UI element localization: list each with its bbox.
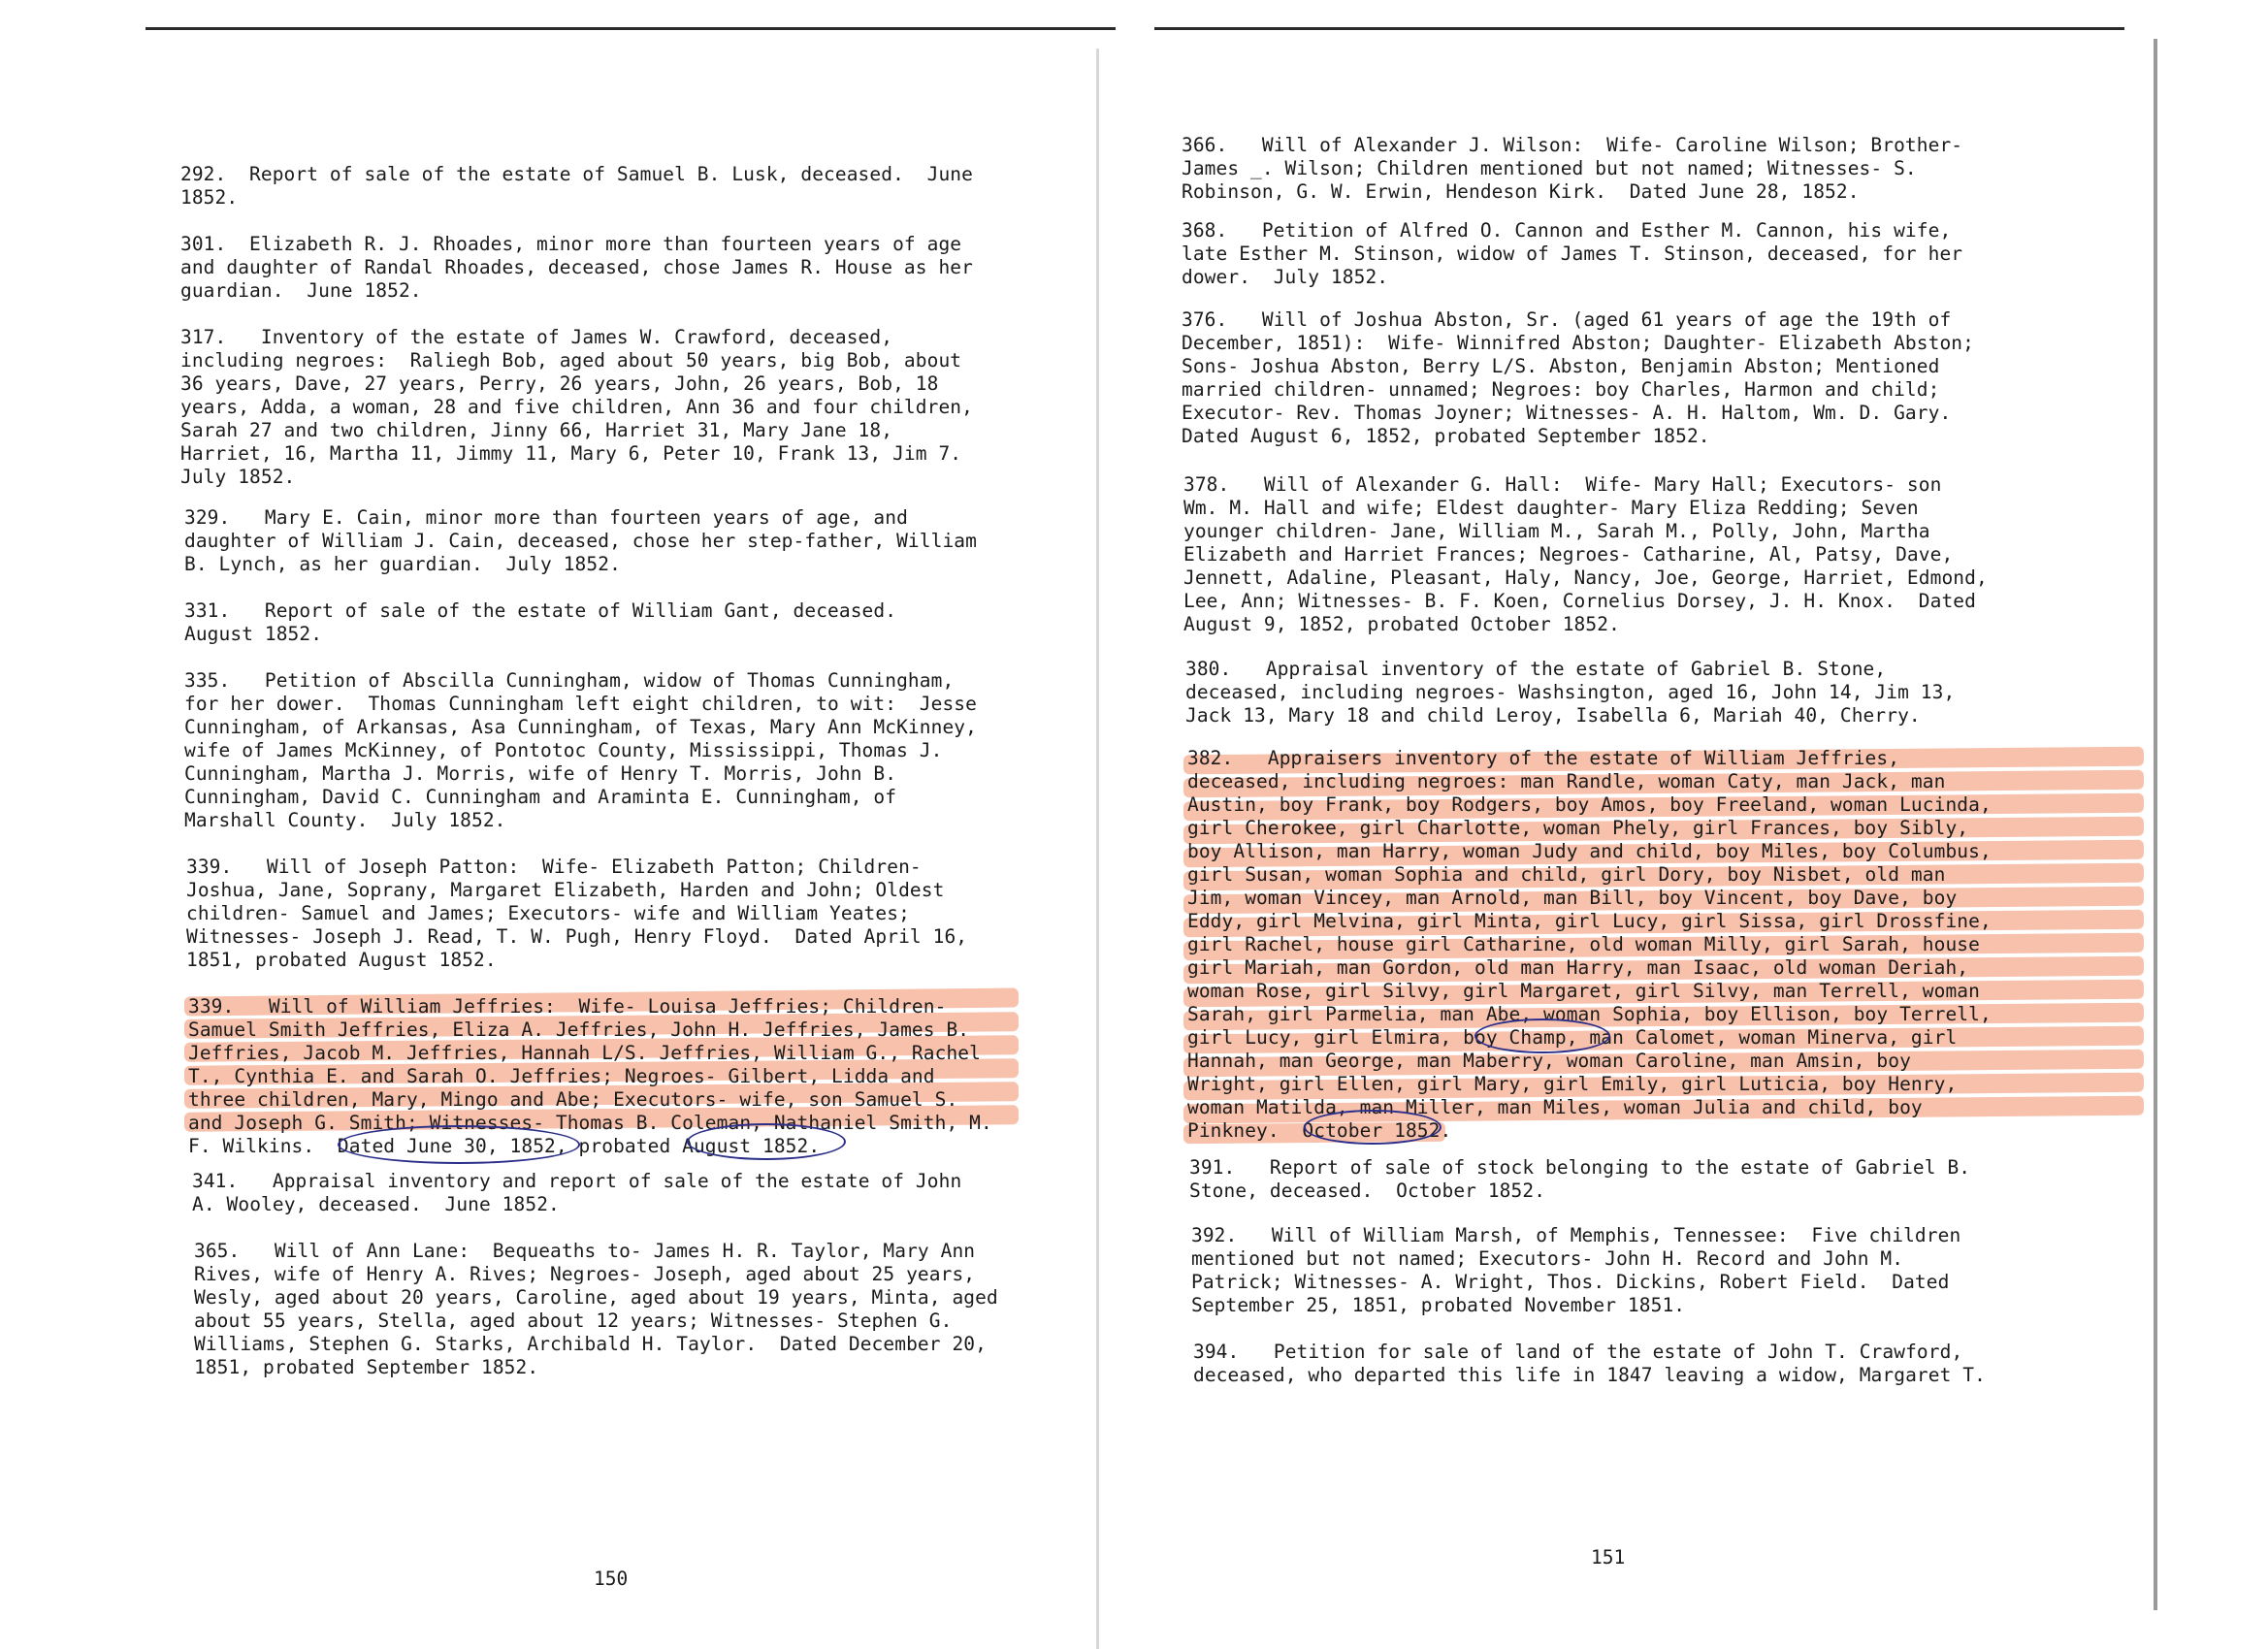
entry-391: 391. Report of sale of stock belonging to the estate of Gabriel B. Stone, deceased. October 1852. <box>1189 1156 1971 1202</box>
entry-376: 376. Will of Joshua Abston, Sr. (aged 61 years of age the 19th of December, 1851): Wife- Winnifred Abston; Daughter- Elizabeth Abston; Sons- Joshua Abston, Berry L/S. Abston, Benjamin Abston; Mentioned married children- unnamed; Negroes: boy Charles, Harmon and child; Executor- Rev. Thomas Joyner; Witnesses- A. H. Haltom, Wm. D. Gary. Dated August 6, 1852, probated September 1852. <box>1182 308 1974 447</box>
pen-circle-boy-champ <box>1474 1018 1610 1053</box>
entry-380: 380. Appraisal inventory of the estate of Gabriel B. Stone, deceased, including negroes- Washsington, aged 16, John 14, Jim 13, Jack 13, Mary 18 and child Leroy, Isabella 6, Mariah 40, Cherry. <box>1185 658 1956 727</box>
page-top-rule <box>146 27 1116 30</box>
page-number: 150 <box>594 1568 629 1590</box>
entry-335: 335. Petition of Abscilla Cunningham, widow of Thomas Cunningham, for her dower. Thomas Cunningham left eight children, to wit: Jesse Cunningham, of Arkansas, Asa Cunningham, of Texas, Mary Ann McKinney, wife of James McKinney, of Pontotoc County, Mississippi, Thomas J. Cunningham, Martha J. Morris, wife of Henry T. Morris, John B. Cunningham, David C. Cunningham and Araminta E. Cunningham, of Marshall County. July 1852. <box>184 669 977 831</box>
entry-301: 301. Elizabeth R. J. Rhoades, minor more than fourteen years of age and daughter of Randal Rhoades, deceased, chose James R. House as her guardian. June 1852. <box>180 233 973 302</box>
entry-394: 394. Petition for sale of land of the estate of John T. Crawford, deceased, who departed this life in 1847 leaving a widow, Margaret T. <box>1193 1341 1986 1386</box>
right-page <box>1096 0 2268 1649</box>
page-edge <box>2154 39 2157 1610</box>
entry-341: 341. Appraisal inventory and report of sale of the estate of John A. Wooley, deceased. June 1852. <box>192 1170 962 1215</box>
page-top-rule <box>1154 27 2124 30</box>
left-page <box>0 0 1116 1649</box>
entry-365: 365. Will of Ann Lane: Bequeaths to- James H. R. Taylor, Mary Ann Rives, wife of Henry A. Rives; Negroes- Joseph, aged about 25 years, Wesly, aged about 20 years, Caroline, aged about 19 years, Minta, aged about 55 years, Stella, aged about 12 years; Witnesses- Stephen G. Williams, Stephen G. Starks, Archibald H. Taylor. Dated December 20, 1851, probated September 1852. <box>194 1240 998 1378</box>
entry-392: 392. Will of William Marsh, of Memphis, Tennessee: Five children mentioned but not named; Executors- John H. Record and John M. Patrick; Witnesses- A. Wright, Thos. Dickins, Robert Field. Dated September 25, 1851, probated November 1851. <box>1191 1224 1961 1316</box>
entry-366: 366. Will of Alexander J. Wilson: Wife- Caroline Wilson; Brother- James _. Wilson; Children mentioned but not named; Witnesses- S. Robinson, G. W. Erwin, Hendeson Kirk. Dated June 28, 1852. <box>1182 134 1963 203</box>
entry-339-jeffries: 339. Will of William Jeffries: Wife- Louisa Jeffries; Children- Samuel Smith Jeffries, Eliza A. Jeffries, John H. Jeffries, James B. Jeffries, Jacob M. Jeffries, Hannah L/S. Jeffries, William G., Rachel T., Cynthia E. and Sarah O. Jeffries; Negroes- Gilbert, Lidda and three children, Mary, Mingo and Abe; Executors- wife, son Samuel S. and Joseph G. Smith; Witnesses- Thomas B. Coleman, Nathaniel Smith, M. F. Wilkins. Dated June 30, 1852, probated August 1852. <box>188 995 992 1157</box>
pen-circle-dated <box>338 1125 580 1164</box>
pen-circle-probated <box>687 1123 846 1160</box>
entry-292: 292. Report of sale of the estate of Samuel B. Lusk, deceased. June 1852. <box>180 163 973 209</box>
entry-339-patton: 339. Will of Joseph Patton: Wife- Elizabeth Patton; Children- Joshua, Jane, Soprany, Margaret Elizabeth, Harden and John; Oldest children- Samuel and James; Executors- wife and William Yeates; Witnesses- Joseph J. Read, T. W. Pugh, Henry Floyd. Dated April 16, 1851, probated August 1852. <box>186 856 968 971</box>
page-gutter <box>1096 48 1099 1649</box>
pen-circle-october <box>1304 1110 1442 1145</box>
entry-382: 382. Appraisers inventory of the estate of William Jeffries, deceased, including negroes: man Randle, woman Caty, man Jack, man Austin, boy Frank, boy Rodgers, boy Amos, boy Freeland, woman Lucinda, girl Cherokee, girl Charlotte, woman Phely, girl Frances, boy Sibly, boy Allison, man Harry, woman Judy and child, boy Miles, boy Columbus, girl Susan, woman Sophia and child, girl Dory, boy Nisbet, old man Jim, woman Vincey, man Arnold, man Bill, boy Vincent, boy Dave, boy Eddy, girl Melvina, girl Minta, girl Lucy, girl Sissa, girl Drossfine, girl Rachel, house girl Catharine, old woman Milly, girl Sarah, house girl Mariah, man Gordon, old man Harry, man Isaac, old woman Deriah, woman Rose, girl Silvy, girl Margaret, girl Silvy, man Terrell, woman Sarah, girl Parmelia, man Abe, woman Sophia, boy Ellison, boy Terrell, girl Lucy, girl Elmira, boy Champ, man Calomet, woman Minerva, girl Hannah, man George, man Maberry, woman Caroline, man Amsin, boy Wright, girl Ellen, girl Mary, girl Emily, girl Luticia, boy Henry, woman Matilda, man Miller, man Miles, woman Julia and child, boy Pinkney. October 1852. <box>1187 747 1992 1142</box>
entry-329: 329. Mary E. Cain, minor more than fourteen years of age, and daughter of William J. Cain, deceased, chose her step-father, William B. Lynch, as her guardian. July 1852. <box>184 506 977 575</box>
entry-317: 317. Inventory of the estate of James W. Crawford, deceased, including negroes: Raliegh Bob, aged about 50 years, big Bob, about 36 years, Dave, 27 years, Perry, 26 years, John, 26 years, Bob, 18 years, Adda, a woman, 28 and five children, Ann 36 and four children, Sarah 27 and two children, Jinny 66, Harriet 31, Mary Jane 18, Harriet, 16, Martha 11, Jimmy 11, Mary 6, Peter 10, Frank 13, Jim 7. July 1852. <box>180 326 973 488</box>
entry-378: 378. Will of Alexander G. Hall: Wife- Mary Hall; Executors- son Wm. M. Hall and wife; Eldest daughter- Mary Eliza Redding; Seven younger children- Jane, William M., Sarah M., Polly, John, Martha Elizabeth and Harriet Frances; Negroes- Catharine, Al, Patsy, Dave, Jennett, Adaline, Pleasant, Haly, Nancy, Joe, George, Harriet, Edmond, Lee, Ann; Witnesses- B. F. Koen, Cornelius Dorsey, J. H. Knox. Dated August 9, 1852, probated October 1852. <box>1183 473 1988 635</box>
entry-368: 368. Petition of Alfred O. Cannon and Esther M. Cannon, his wife, late Esther M. Stinson, widow of James T. Stinson, deceased, for her dower. July 1852. <box>1182 219 1963 288</box>
entry-331: 331. Report of sale of the estate of William Gant, deceased. August 1852. <box>184 599 897 645</box>
page-number: 151 <box>1591 1546 1626 1568</box>
